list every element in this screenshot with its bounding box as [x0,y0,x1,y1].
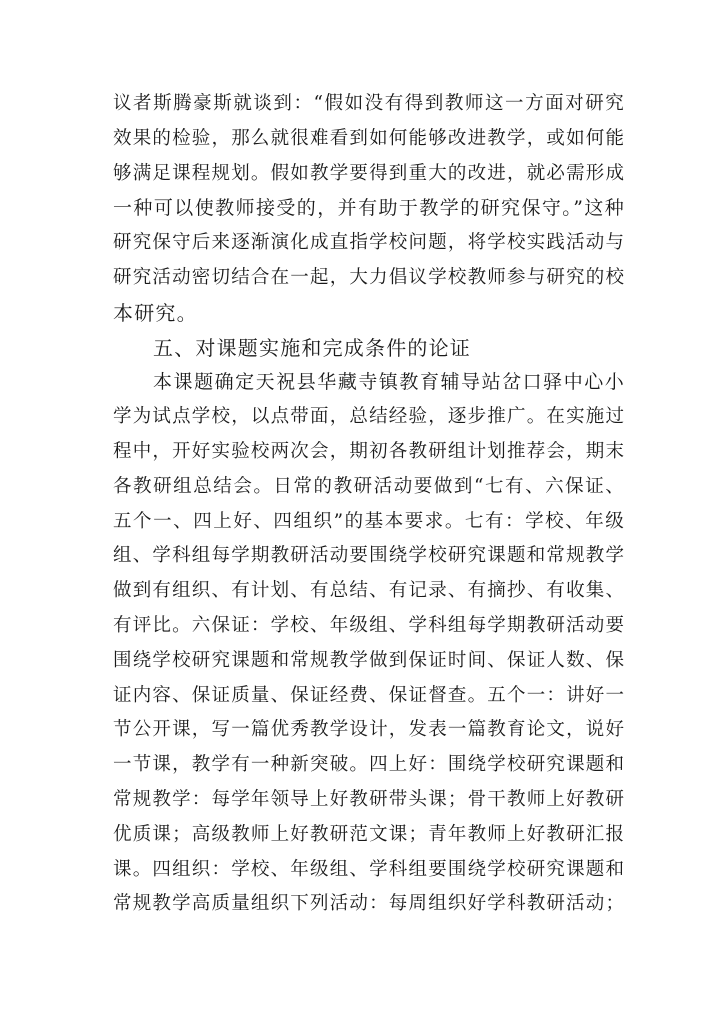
text-line: 常规教学高质量组织下列活动：每周组织好学科教研活动； [113,893,626,915]
text-line: 程中，开好实验校两次会，期初各教研组计划推荐会，期末 [113,440,626,462]
text-line: 常规教学：每学年领导上好教研带头课；骨干教师上好教研 [113,788,626,810]
text-line: 研究活动密切结合在一起，大力倡议学校教师参与研究的校 [113,266,626,288]
document-body [113,87,625,922]
text-line: 本研究。 [113,300,198,325]
text-line: 做到有组织、有计划、有总结、有记录、有摘抄、有收集、 [113,580,626,602]
text-line: 议者斯腾豪斯就谈到：“假如没有得到教师这一方面对研究 [113,93,625,114]
text-line: 够满足课程规划。假如教学要得到重大的改进，就必需形成 [113,162,626,184]
text-line: 效果的检验，那么就很难看到如何能够改进教学，或如何能 [113,127,626,149]
paragraph-first-line: 本课题确定天祝县华藏寺镇教育辅导站岔口驿中心小 [153,371,625,394]
text-line: 围绕学校研究课题和常规教学做到保证时间、保证人数、保 [113,649,626,671]
text-line: 五个一、四上好、四组织”的基本要求。七有：学校、年级 [113,510,625,532]
text-line: 研究保守后来逐渐演化成直指学校问题，将学校实践活动与 [113,232,626,254]
text-line: 课。四组织：学校、年级组、学科组要围绕学校研究课题和 [113,858,626,880]
text-line: 各教研组总结会。日常的教研活动要做到“七有、六保证、 [113,475,625,497]
text-line: 组、学科组每学期教研活动要围绕学校研究课题和常规教学 [113,545,626,567]
text-line: 一种可以使教师接受的，并有助于教学的研究保守。”这种 [113,197,625,220]
text-line: 有评比。六保证：学校、年级组、学科组每学期教研活动要 [113,614,626,636]
text-line: 优质课；高级教师上好教研范文课；青年教师上好教研汇报 [113,823,626,845]
text-line: 学为试点学校，以点带面，总结经验，逐步推广。在实施过 [113,406,626,428]
text-line: 一节课，教学有一种新突破。四上好：围绕学校研究课题和 [113,754,626,776]
section-heading: 五、对课题实施和完成条件的论证 [153,335,471,360]
text-line: 证内容、保证质量、保证经费、保证督查。五个一：讲好一 [113,684,626,706]
text-line: 节公开课，写一篇优秀教学设计，发表一篇教育论文，说好 [113,719,626,741]
